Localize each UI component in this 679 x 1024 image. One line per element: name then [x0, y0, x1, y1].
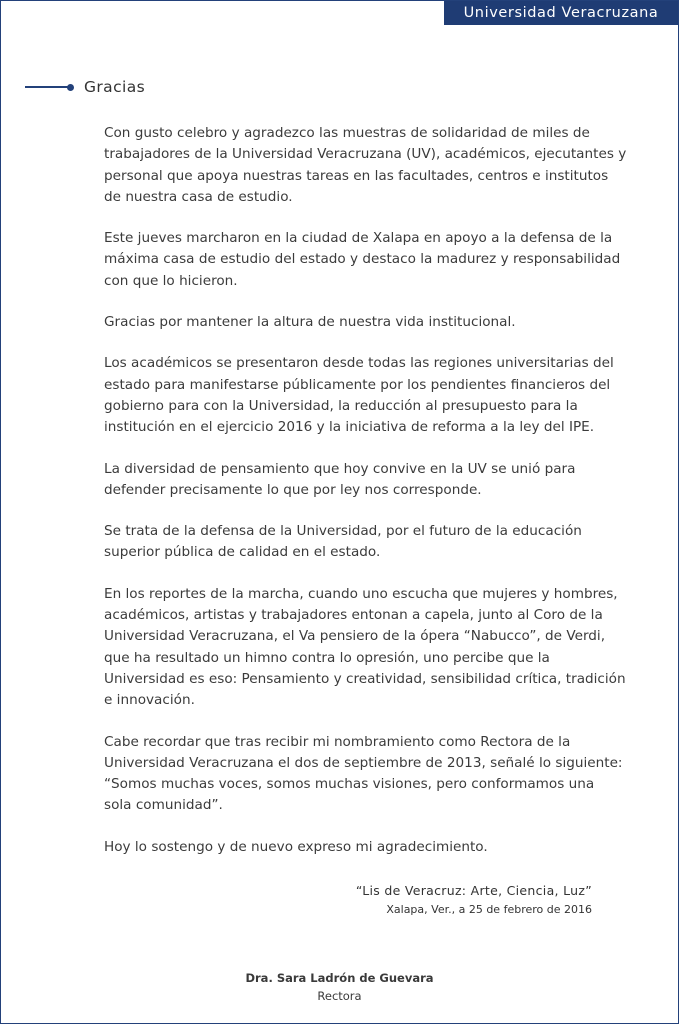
paragraph-6 [104, 521, 604, 564]
heading-line-decoration [25, 86, 69, 88]
line: superior pública de calidad en el estado. [104, 544, 381, 561]
line: Universidad Veracruzana, el Va pensiero de la ópera “Nabucco”, de Verdi, [104, 628, 606, 645]
line: institución en el ejercicio 2016 y la iniciativa de reforma a la ley del IPE. [104, 419, 595, 436]
line: personal que apoya nuestras tareas en las facultades, centros e institutos [104, 167, 609, 184]
line: que ha resultado un himno contra lo opresión, uno percibe que la [104, 649, 550, 666]
line: defender precisamente lo que por ley nos corresponde. [104, 481, 482, 498]
signatory-role: Rectora [317, 989, 362, 1003]
institution-banner [444, 1, 678, 25]
line: Universidad Veracruzana el dos de septiembre de 2013, señalé lo siguiente: [104, 754, 623, 771]
signatory-name: Dra. Sara Ladrón de Guevara [245, 971, 434, 985]
line: Este jueves marcharon en la ciudad de Xalapa en apoyo a la defensa de la [104, 230, 613, 247]
page-title: Gracias [84, 78, 146, 96]
line: Se trata de la defensa de la Universidad, por el futuro de la educación [104, 523, 582, 540]
line: La diversidad de pensamiento que hoy convive en la UV se unió para [104, 460, 576, 477]
line: Universidad es eso: Pensamiento y creatividad, sensibilidad crítica, tradición [104, 670, 626, 687]
paragraph-9 [104, 837, 604, 858]
line: de nuestra casa de estudio. [104, 188, 293, 205]
heading-bullet-icon [67, 84, 74, 91]
paragraph-7 [104, 584, 626, 712]
paragraph-4 [104, 353, 614, 438]
line: máxima casa de estudio del estado y destaco la madurez y responsabilidad [104, 251, 621, 268]
signature-block [1, 969, 678, 1005]
line: Gracias por mantener la altura de nuestra vida institucional. [104, 314, 516, 331]
paragraph-8 [104, 732, 623, 817]
letter-body [104, 123, 627, 878]
line: “Somos muchas voces, somos muchas visiones, pero conformamos una [104, 776, 595, 793]
line: gobierno para con la Universidad, la reducción al presupuesto para la [104, 397, 578, 414]
place-and-date: Xalapa, Ver., a 25 de febrero de 2016 [386, 903, 592, 916]
paragraph-3 [104, 312, 604, 333]
line: trabajadores de la Universidad Veracruzana (UV), académicos, ejecutantes y [104, 146, 627, 163]
section-heading [25, 75, 145, 99]
line: Con gusto celebro y agradezco las muestras de solidaridad de miles de [104, 125, 590, 141]
institution-name: Universidad Veracruzana [463, 5, 659, 21]
line: estado para manifestarse públicamente por los pendientes financieros del [104, 376, 611, 393]
line: Los académicos se presentaron desde todas las regiones universitarias del [104, 355, 614, 372]
institutional-motto: “Lis de Veracruz: Arte, Ciencia, Luz” [355, 883, 592, 898]
line: Cabe recordar que tras recibir mi nombramiento como Rectora de la [104, 733, 571, 750]
line: En los reportes de la marcha, cuando uno escucha que mujeres y hombres, [104, 585, 618, 602]
line: con que lo hicieron. [104, 272, 238, 289]
paragraph-1 [104, 123, 627, 208]
paragraph-5 [104, 459, 604, 502]
closing-block [356, 881, 592, 919]
line: sola comunidad”. [104, 797, 223, 814]
line: académicos, artistas y trabajadores entonan a capela, junto al Coro de la [104, 607, 603, 624]
line: e innovación. [104, 692, 195, 709]
line: Hoy lo sostengo y de nuevo expreso mi agradecimiento. [104, 838, 488, 855]
paragraph-2 [104, 228, 621, 292]
